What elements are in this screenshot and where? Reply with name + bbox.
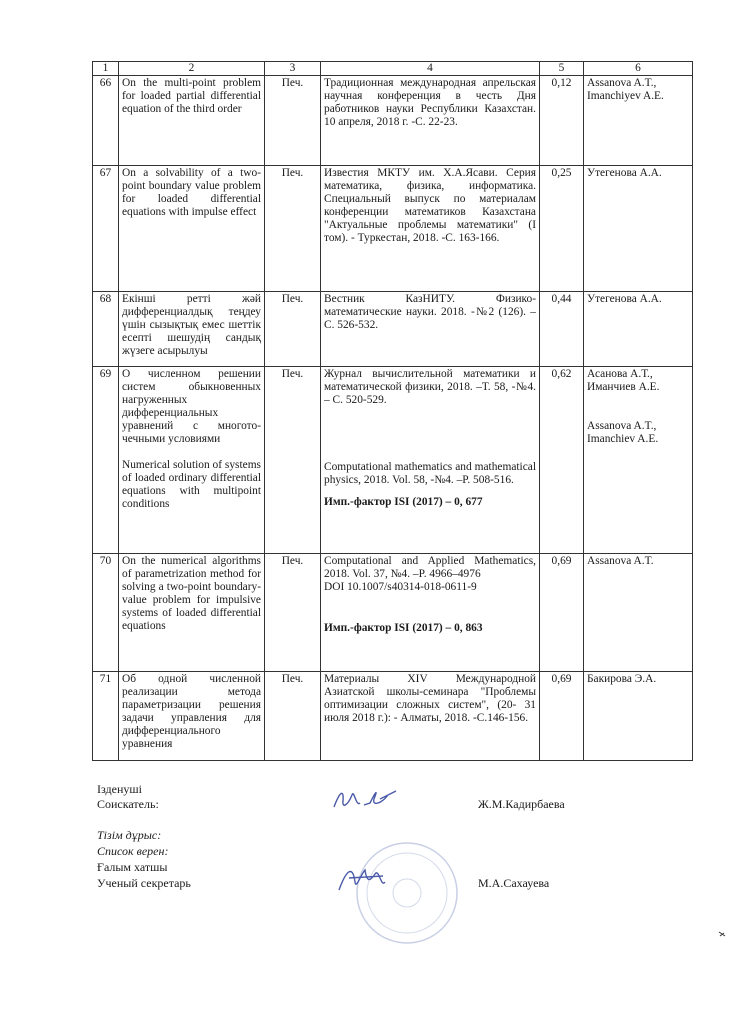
volume: 0,62	[540, 367, 584, 554]
header-col-4: 4	[321, 62, 540, 76]
table-row	[93, 367, 693, 554]
publication-source-cell	[321, 554, 540, 672]
work-title: On the numerical algorithms of parametrization method for solving a two-point boundary-value problem for impulsive systems of loaded differential equations	[119, 554, 265, 672]
co-authors: Утегенова А.А.	[584, 292, 693, 367]
header-col-1: 1	[93, 62, 119, 76]
print-form: Печ.	[265, 554, 321, 672]
impact-factor: Имп.-фактор ISI (2017) – 0, 863	[324, 622, 483, 634]
applicant-label-ru: Соискатель:	[97, 797, 159, 811]
co-authors: Асанова А.Т., Иманчиев А.Е.	[587, 368, 660, 393]
publication-source: Известия МКТУ им. Х.А.Ясави. Серия математика, физика, информатика. Специальный выпуск по материалам конференции математиков Казахстана "Актуальные проблемы математики" (I том). - Туркестан, 2018. -С. 163-166.	[321, 166, 540, 292]
publication-source: Традиционная международная апрельская научная конференция в честь Дня работников науки Республики Казахстан. 10 апреля, 2018 г. -С. 22-23.	[321, 76, 540, 166]
impact-factor: Имп.-фактор ISI (2017) – 0, 677	[324, 496, 483, 508]
header-col-5: 5	[540, 62, 584, 76]
co-authors-english: Assanova A.T., Imanchiev A.E.	[587, 420, 659, 445]
header-col-6: 6	[584, 62, 693, 76]
applicant-name: Ж.М.Кадирбаева	[478, 797, 565, 811]
applicant-label-kz: Ізденуші	[97, 782, 142, 796]
print-form: Печ.	[265, 166, 321, 292]
print-form: Печ.	[265, 76, 321, 166]
publication-source-cell	[321, 367, 540, 554]
ink-mark-icon	[718, 931, 726, 937]
work-title-english: Numerical solution of systems of loaded ordinary differential equations with multipoint conditions	[122, 459, 261, 510]
doi: DOI 10.1007/s40314-018-0611-9	[324, 581, 477, 593]
work-title: О численном решении систем обыкновенных нагруженных дифференциальных уравнений с многото-чечными условиями	[122, 368, 261, 445]
row-number: 71	[93, 672, 119, 761]
print-form: Печ.	[265, 367, 321, 554]
applicant-signature	[330, 785, 402, 815]
row-number: 66	[93, 76, 119, 166]
table-row	[93, 672, 693, 761]
row-number: 68	[93, 292, 119, 367]
table-row	[93, 292, 693, 367]
secretary-signature	[335, 862, 395, 896]
publication-source: Материалы XIV Международной Азиатской школы-семинара "Проблемы оптимизации сложных систем", (20- 31 июля 2018 г.): - Алматы, 2018. -С.146-156.	[321, 672, 540, 761]
volume: 0,25	[540, 166, 584, 292]
row-number: 69	[93, 367, 119, 554]
header-row	[93, 62, 693, 76]
work-title: On the multi-point problem for loaded partial differential equation of the third order	[119, 76, 265, 166]
publication-source-english: Computational mathematics and mathematical physics, 2018. Vol. 58, -№4. –P. 508-516.	[324, 461, 536, 486]
work-title: Екінші ретті жәй дифференциалдық теңдеу үшін сызықтық емес шеттік есепті шешудің сандық жүзеге асырылуы	[119, 292, 265, 367]
publication-source: Computational and Applied Mathematics, 2018. Vol. 37, №4. –P. 4966–4976	[324, 555, 536, 580]
header-col-3: 3	[265, 62, 321, 76]
publication-source: Журнал вычислительной математики и математической физики, 2018. –Т. 58, -№4. – С. 520-529.	[324, 368, 536, 406]
table-row	[93, 554, 693, 672]
co-authors-cell	[584, 367, 693, 554]
volume: 0,12	[540, 76, 584, 166]
header-col-2: 2	[119, 62, 265, 76]
secretary-name: М.А.Сахауева	[478, 876, 550, 890]
work-title-cell	[119, 367, 265, 554]
work-title: Об одной численной реализации метода параметризации решения задачи управления для дифференциального уравнения	[119, 672, 265, 761]
list-correct-label-kz: Тізім дұрыс:	[97, 828, 162, 842]
publications-table	[92, 61, 693, 761]
work-title: On a solvability of a two-point boundary value problem for loaded differential equations with impulse effect	[119, 166, 265, 292]
table-row	[93, 166, 693, 292]
co-authors: Assanova A.T., Imanchiyev A.E.	[584, 76, 693, 166]
co-authors: Бакирова Э.А.	[584, 672, 693, 761]
row-number: 67	[93, 166, 119, 292]
list-correct-label-ru: Список верен:	[97, 844, 169, 858]
secretary-label-kz: Ғалым хатшы	[97, 860, 168, 874]
volume: 0,69	[540, 554, 584, 672]
print-form: Печ.	[265, 292, 321, 367]
co-authors: Assanova A.T.	[584, 554, 693, 672]
publication-source: Вестник КазНИТУ. Физико-математические науки. 2018. -№2 (126). – С. 526-532.	[321, 292, 540, 367]
co-authors: Утегенова А.А.	[584, 166, 693, 292]
row-number: 70	[93, 554, 119, 672]
print-form: Печ.	[265, 672, 321, 761]
volume: 0,44	[540, 292, 584, 367]
table-row	[93, 76, 693, 166]
secretary-label-ru: Ученый секретарь	[97, 876, 191, 890]
volume: 0,69	[540, 672, 584, 761]
